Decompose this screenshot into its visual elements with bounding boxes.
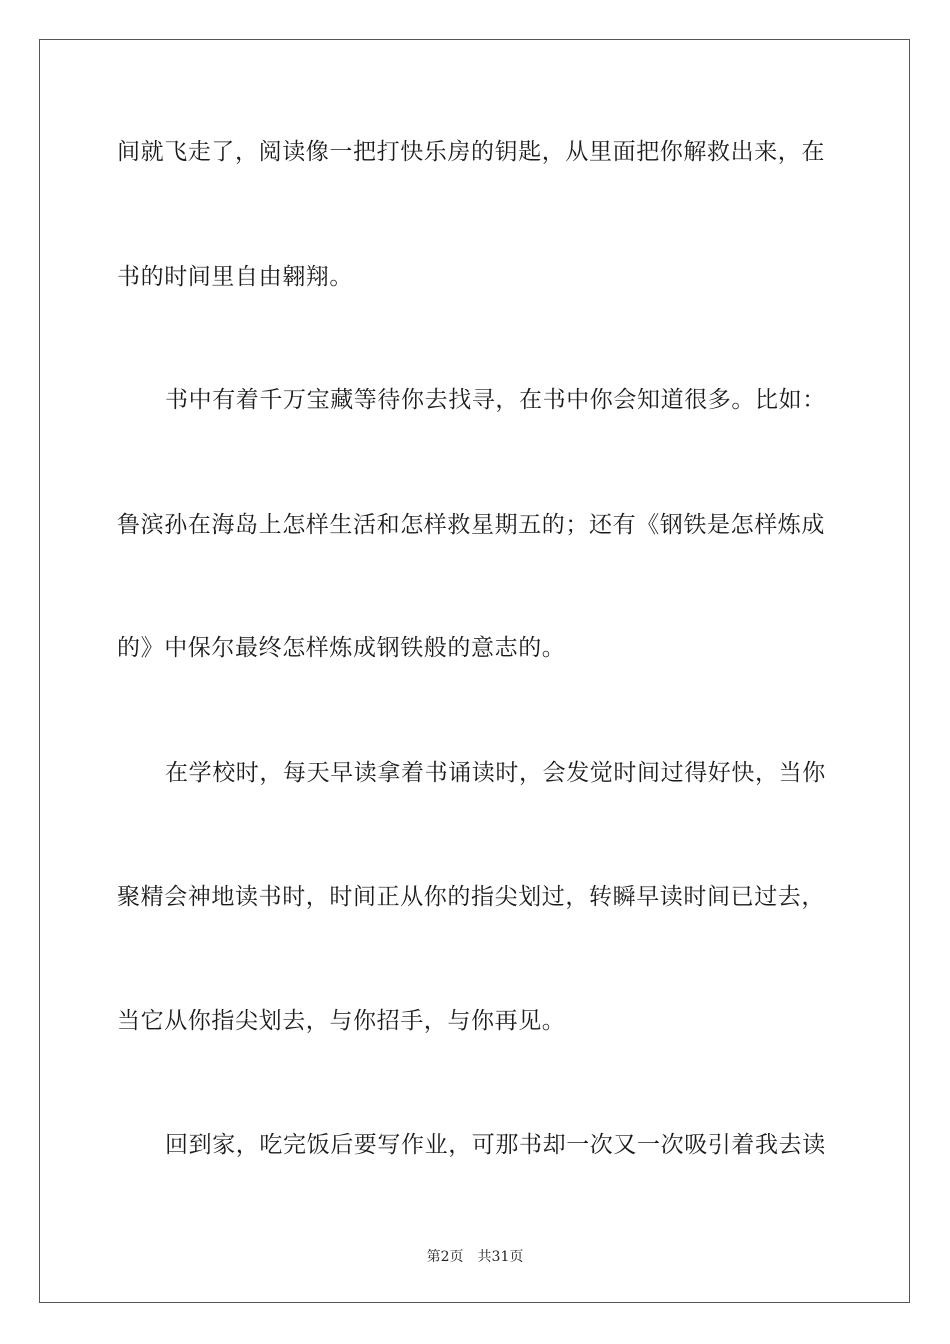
body-text-line: 鲁滨孙在海岛上怎样生活和怎样救星期五的；还有《钢铁是怎样炼成 <box>117 512 825 538</box>
body-text-line: 书的时间里自由翱翔。 <box>117 264 353 290</box>
body-text-line: 聚精会神地读书时，时间正从你的指尖划过，转瞬早读时间已过去， <box>117 884 825 910</box>
page-frame <box>39 39 910 1303</box>
paragraph-start-line: 在学校时，每天早读拿着书诵读时，会发觉时间过得好快，当你 <box>165 760 826 786</box>
body-text-line: 间就飞走了，阅读像一把打快乐房的钥匙，从里面把你解救出来，在 <box>117 139 825 165</box>
paragraph-start-line: 回到家，吃完饭后要写作业，可那书却一次又一次吸引着我去读 <box>165 1132 826 1158</box>
body-text-line: 当它从你指尖划去，与你招手，与你再见。 <box>117 1008 566 1034</box>
page-total: 共31页 <box>477 1249 524 1265</box>
body-text-line: 的》中保尔最终怎样炼成钢铁般的意志的。 <box>117 635 566 661</box>
page-footer <box>0 1248 950 1266</box>
page-number: 第2页 <box>426 1249 464 1265</box>
paragraph-start-line: 书中有着千万宝藏等待你去找寻，在书中你会知道很多。比如： <box>165 387 826 413</box>
